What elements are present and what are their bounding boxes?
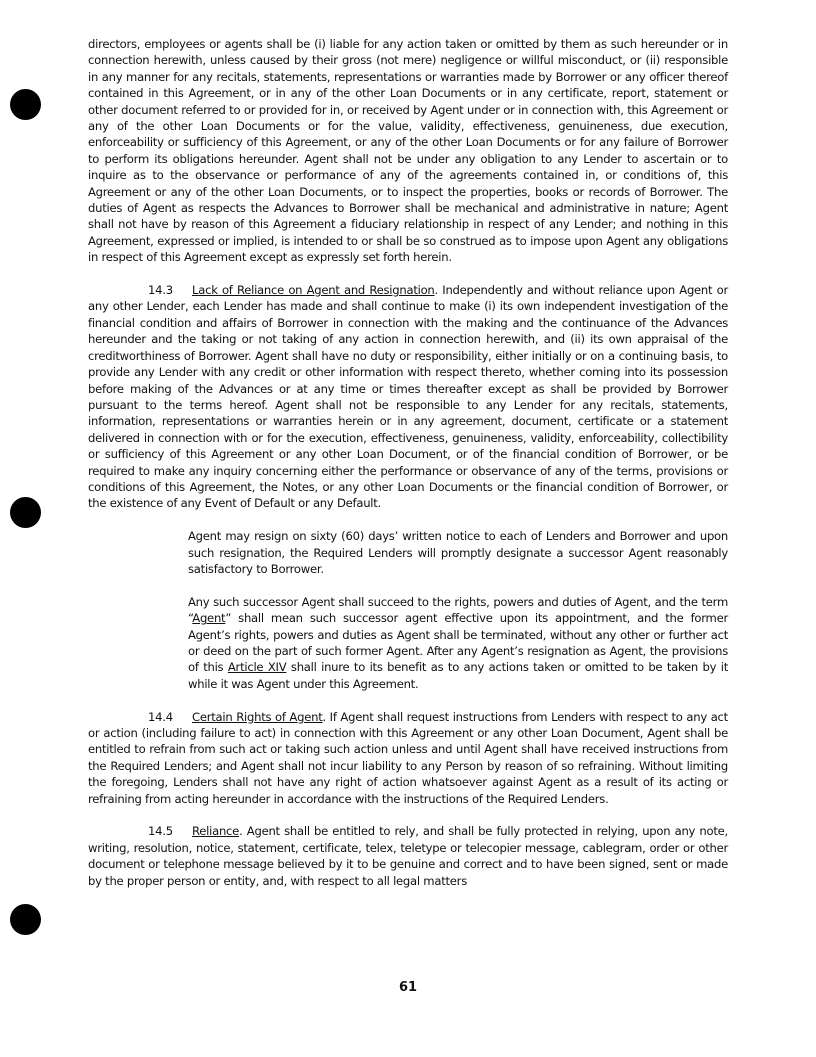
punch-hole-bottom [10, 904, 41, 935]
section-number: 14.4 [148, 709, 173, 724]
section-body: . Independently and without reliance upon Agent or any other Lender, each Lender has made and shall continue to make (i) its own independent investigation of the financial condition and affairs of Borrower in connection with the making and the continuance of the Advances hereunder and the taking or not taking of any action in connection herewith, and (ii) its own appraisal of the creditworthiness of Borrower. Agent shall have no duty or responsibility, either initially or on a continuing basis, to provide any Lender with any credit or other information with respect thereto, whether coming into its possession before making of the Advances or at any time or times thereafter except as shall be provided by Borrower pursuant to the terms hereof. Agent shall not be responsible to any Lender for any recitals, statements, information, representations or warranties herein or in any agreement, document, certificate or a statement delivered in connection with or for the execution, effectiveness, genuineness, validity, enforceability, collectibility or sufficiency of this Agreement or any other Loan Document, or of the financial condition of Borrower, or be required to make any inquiry concerning either the performance or observance of any of the terms, provisions or conditions of this Agreement, the Notes, or any other Loan Documents or the financial condition of Borrower, or the existence of any Event of Default or any Default. [88, 283, 728, 511]
section-14-5 [88, 823, 728, 889]
page-number: 61 [398, 980, 418, 995]
punch-hole-middle [10, 497, 41, 528]
section-body: . Agent shall be entitled to rely, and shall be fully protected in relying, upon any note, writing, resolution, notice, statement, certificate, telex, teletype or telecopier message, cablegram, order or other document or telephone message believed by it to be genuine and correct and to have been signed, sent or made by the proper person or entity, and, with respect to all legal matters [88, 824, 728, 888]
paragraph-successor [88, 594, 728, 692]
defined-term-agent: Agent [192, 611, 226, 626]
section-number: 14.5 [148, 824, 173, 839]
section-14-4 [88, 709, 728, 807]
text-fragment: ” shall mean such successor agent effective upon its appointment, and the former Agent’s rights, powers and duties as Agent shall be terminated, without any other or further act or deed on the part of such former Agent. After any Agent’s resignation as Agent, the provisions of this [188, 611, 728, 675]
punch-hole-top [10, 89, 41, 120]
section-14-3 [88, 282, 728, 512]
section-number: 14.3 [148, 283, 173, 298]
text-fragment: shall inure to its benefit as to any actions taken or omitted to be taken by it while it was Agent under this Agreement. [188, 660, 729, 691]
article-reference: Article XIV [227, 660, 287, 675]
section-title: Certain Rights of Agent [192, 709, 323, 724]
document-page [88, 36, 728, 889]
section-title: Lack of Reliance on Agent and Resignation [192, 283, 435, 298]
paragraph-resignation: Agent may resign on sixty (60) days’ written notice to each of Lenders and Borrower and upon such resignation, the Required Lenders will promptly designate a successor Agent reasonably satisfactory to Borrower. [188, 529, 728, 576]
text-fragment: Any such successor Agent shall succeed to the rights, powers and duties of Agent, and the term “ [188, 594, 728, 626]
section-title: Reliance [192, 824, 240, 839]
paragraph-continued: directors, employees or agents shall be (i) liable for any action taken or omitted by them as such hereunder or in connection herewith, unless caused by their gross (not mere) negligence or willful misconduct, or (ii) responsible in any manner for any recitals, statements, representations or warranties made by Borrower or any officer thereof contained in this Agreement, or in any of the other Loan Documents or in any certificate, report, statement or other document referred to or provided for in, or received by Agent under or in connection with, this Agreement or any of the other Loan Documents or for the value, validity, effectiveness, genuineness, due execution, enforceability or sufficiency of this Agreement, or any of the other Loan Documents or for any failure of Borrower to perform its obligations hereunder. Agent shall not be under any obligation to any Lender to ascertain or to inquire as to the observance or performance of any of the agreements contained in, or conditions of, this Agreement or any of the other Loan Documents, or to inspect the properties, books or records of Borrower. The duties of Agent as respects the Advances to Borrower shall be mechanical and administrative in nature; Agent shall not have by reason of this Agreement a fiduciary relationship in respect of any Lender; and nothing in this Agreement, expressed or implied, is intended to or shall be so construed as to impose upon Agent any obligations in respect of this Agreement except as expressly set forth herein. [88, 37, 728, 265]
section-body: . If Agent shall request instructions from Lenders with respect to any act or action (including failure to act) in connection with this Agreement or any other Loan Document, Agent shall be entitled to refrain from such act or taking such action unless and until Agent shall have received instructions from the Required Lenders; and Agent shall not incur liability to any Person by reason of so refraining. Without limiting the foregoing, Lenders shall not have any right of action whatsoever against Agent as a result of its acting or refraining from acting hereunder in accordance with the instructions of the Required Lenders. [88, 709, 728, 806]
